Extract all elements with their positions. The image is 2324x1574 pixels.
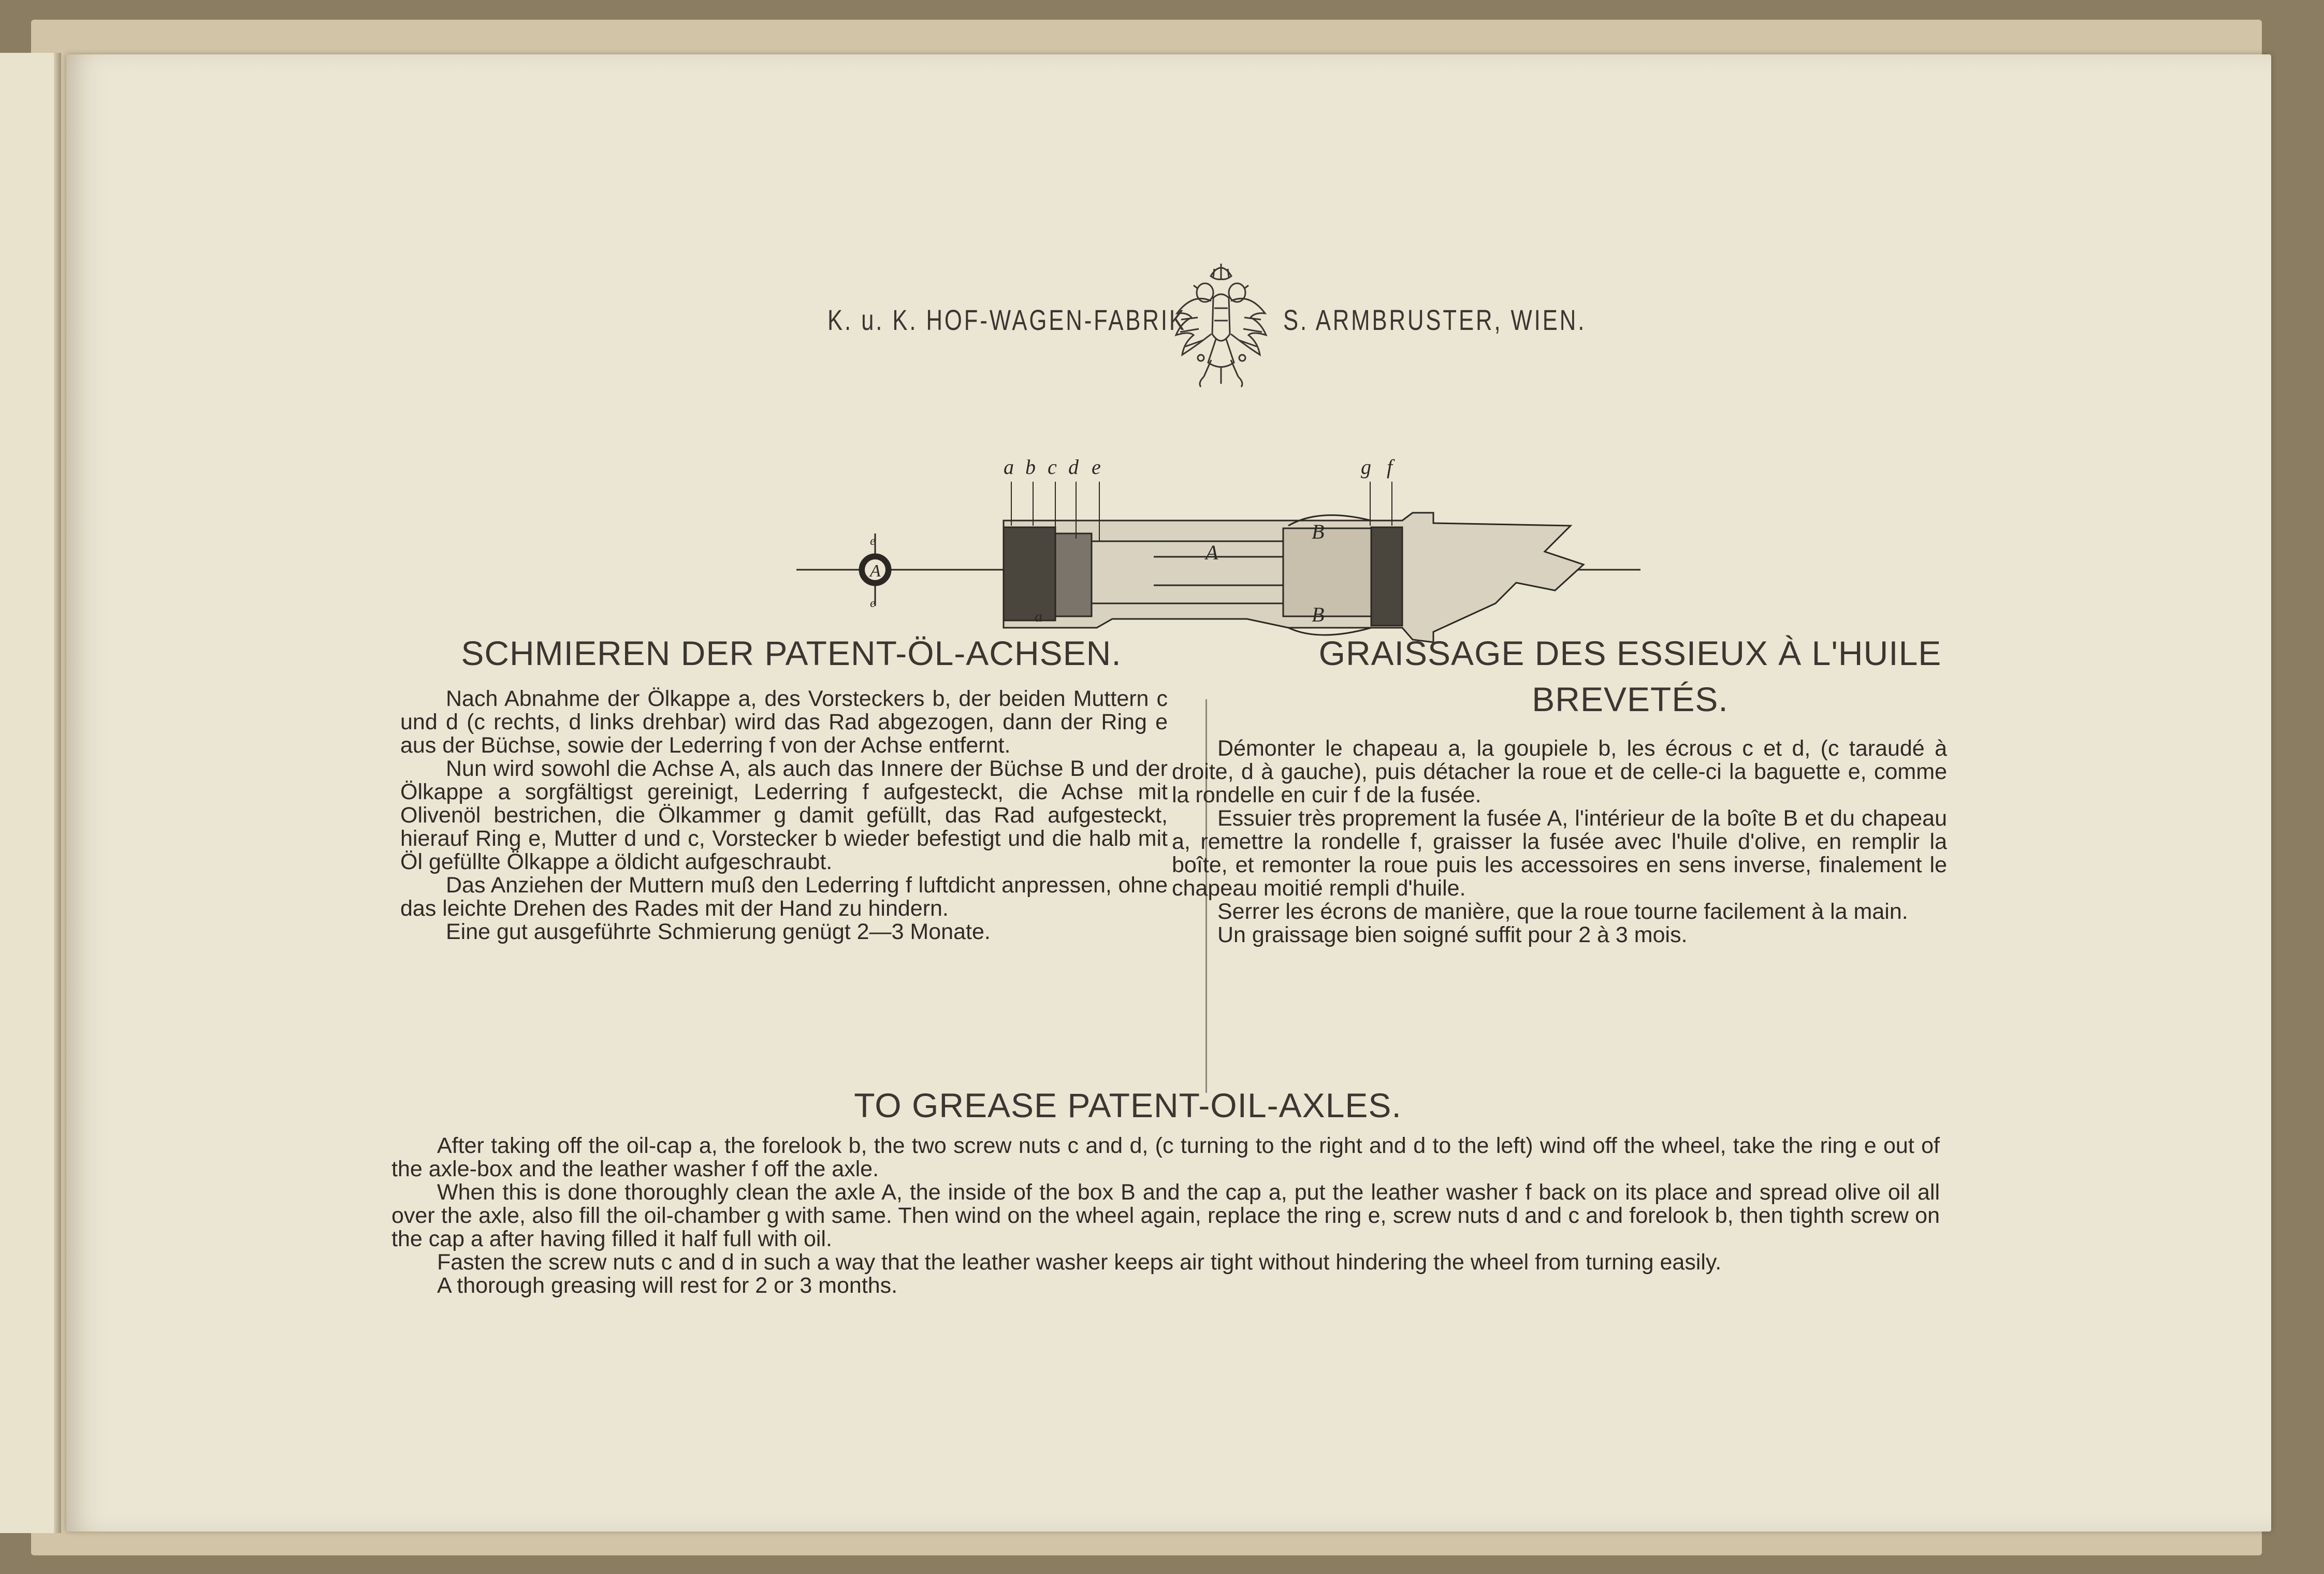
- label-box-B-top: B: [1312, 520, 1325, 543]
- label-g: g: [1361, 455, 1371, 479]
- french-paragraph: Essuier très proprement la fusée A, l'intérieur de la boîte B et du chapeau a, remettre la rondelle f, graisser la fusée avec l'huile d'olive, en remplir la boîte, et remonter la roue puis les accessoires en sens inverse, finalement le chapeau moitié rempli d'huile.: [1172, 806, 1947, 901]
- french-title-line-1: GRAISSAGE DES ESSIEUX À L'HUILE: [1318, 634, 1942, 672]
- english-paragraph: Fasten the screw nuts c and d in such a way that the leather washer keeps air tight without hindering the wheel from turning easily.: [437, 1250, 1722, 1275]
- wheel-end-view: [860, 533, 891, 610]
- header-company-name: K. u. K. HOF-WAGEN-FABRIK: [827, 304, 1186, 336]
- german-paragraph: Nach Abnahme der Ölkappe a, des Vorsteckers b, der beiden Muttern c und d (c rechts, d links drehbar) wird das Rad abgezogen, dann der Ring e aus der Büchse, sowie der Lederring f von der Achse entfernt.: [400, 686, 1168, 758]
- label-b: b: [1025, 455, 1036, 479]
- label-cap-a: a: [1035, 608, 1042, 625]
- label-a: a: [1004, 455, 1014, 479]
- label-f: f: [1387, 455, 1393, 479]
- french-paragraph: Démonter le chapeau a, la goupiele b, les écrous c et d, (c taraudé à droite, d à gauche), puis détacher la roue et de celle-ci la baguette e, comme la rondelle en cuir f de la fusée.: [1172, 736, 1947, 807]
- label-box-B-bottom: B: [1312, 603, 1325, 626]
- german-text: [400, 687, 1168, 944]
- label-axle-A: A: [1205, 541, 1218, 564]
- header-company-location: S. ARMBRUSTER, WIEN.: [1283, 304, 1587, 336]
- french-paragraph: Serrer les écrons de manière, que la roue tourne facilement à la main.: [1217, 899, 1908, 924]
- french-title-line-2: BREVETÉS.: [1532, 680, 1729, 719]
- english-paragraph: A thorough greasing will rest for 2 or 3 months.: [437, 1273, 898, 1298]
- label-c: c: [1048, 455, 1057, 479]
- german-title: SCHMIEREN DER PATENT-ÖL-ACHSEN.: [461, 634, 1122, 672]
- english-title: TO GREASE PATENT-OIL-AXLES.: [854, 1086, 1402, 1124]
- french-title: [1195, 630, 2065, 723]
- catalog-page: [66, 54, 2271, 1532]
- previous-page-edge: [0, 53, 61, 1533]
- german-paragraph: Eine gut ausgeführte Schmierung genügt 2—3 Monate.: [446, 919, 991, 944]
- page-header: [739, 256, 1672, 391]
- german-paragraph: Nun wird sowohl die Achse A, als auch das Innere der Büchse B und der Ölkappe a sorgfältigst gereinigt, Lederring f aufgesteckt, die Achse mit Olivenöl bestrichen, die Ölkammer g damit gefüllt, das Rad aufgesteckt, hierauf Ring e, Mutter d und c, Vorstecker b wieder befestigt und die halb mit Öl gefüllte Ölkappe a öldicht aufgeschraubt.: [400, 756, 1168, 874]
- imperial-eagle-crest-icon: [1167, 256, 1275, 391]
- axle-body: [1004, 513, 1584, 642]
- wheel-label-e-top: e: [870, 535, 876, 548]
- german-paragraph: Das Anziehen der Muttern muß den Lederring f luftdicht anpressen, ohne das leichte Drehen des Rades mit der Hand zu hindern.: [400, 873, 1168, 921]
- french-paragraph: Un graissage bien soigné suffit pour 2 à 3 mois.: [1217, 922, 1688, 947]
- label-e: e: [1092, 455, 1101, 479]
- english-paragraph: When this is done thoroughly clean the axle A, the inside of the box B and the cap a, put the leather washer f back on its place and spread olive oil all over the axle, also fill the oil-chamber g with same. Then wind on the wheel again, replace the ring e, screw nuts d and c and forelook b, then tighth screw on the cap a after having filled it half full with oil.: [391, 1180, 1940, 1251]
- french-text: [1172, 737, 1947, 947]
- wheel-label-A: A: [870, 561, 881, 581]
- english-paragraph: After taking off the oil-cap a, the forelook b, the two screw nuts c and d, (c turning to the right and d to the left) wind off the wheel, take the ring e out of the axle-box and the leather washer f off the axle.: [391, 1133, 1940, 1181]
- axle-cross-section-diagram: [791, 435, 1651, 653]
- wheel-label-e-bottom: e: [870, 597, 876, 610]
- page-gutter-shadow: [54, 53, 61, 1533]
- english-text: [391, 1134, 1940, 1297]
- label-d: d: [1068, 455, 1079, 479]
